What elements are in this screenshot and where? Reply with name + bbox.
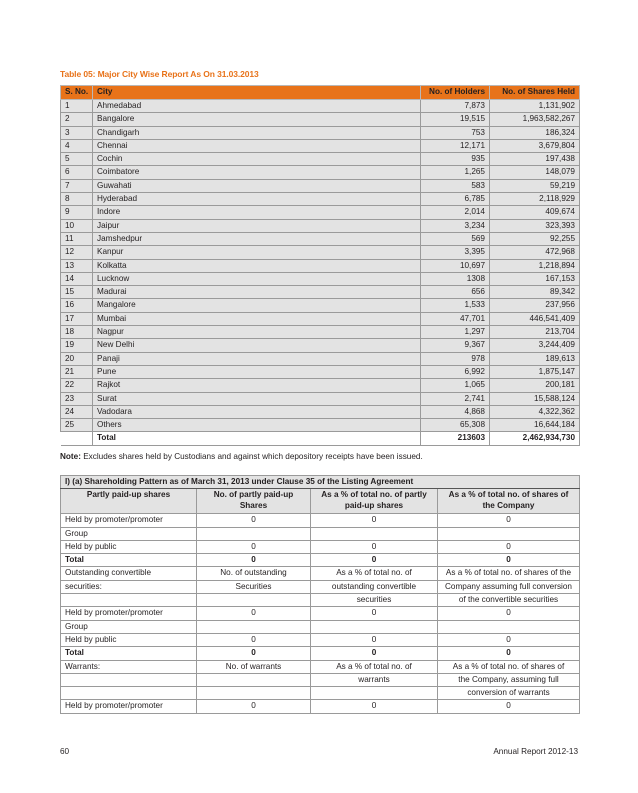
sh-header-pct-partly-paid: As a % of total no. of partly paid-up shares: [311, 489, 438, 514]
city-shares: 472,968: [490, 246, 580, 259]
city-name: Surat: [93, 392, 421, 405]
sh-row-value: 0: [438, 700, 580, 713]
city-sno: 10: [61, 219, 93, 232]
shareholding-caption-row: [61, 476, 580, 489]
city-shares: 197,438: [490, 153, 580, 166]
city-name: Hyderabad: [93, 193, 421, 206]
city-shares: 2,118,929: [490, 193, 580, 206]
city-table-header: [61, 86, 580, 100]
sh-row-label: Held by promoter/promoter: [61, 514, 197, 527]
sh-row-label: Held by promoter/promoter: [61, 700, 197, 713]
city-row: [61, 219, 580, 232]
shareholding-row: [61, 580, 580, 593]
sh-row-value: No. of outstanding: [197, 567, 311, 580]
sh-row-value: [197, 527, 311, 540]
city-sno: 13: [61, 259, 93, 272]
sh-row-value: As a % of total no. of: [311, 660, 438, 673]
city-sno: 7: [61, 179, 93, 192]
city-total-row: [61, 432, 580, 445]
total-blank-cell: [61, 432, 93, 445]
sh-row-value: As a % of total no. of: [311, 567, 438, 580]
city-row: [61, 339, 580, 352]
shareholding-row: [61, 673, 580, 686]
sh-row-value: 0: [438, 514, 580, 527]
city-holders: 12,171: [421, 139, 490, 152]
sh-row-value: As a % of total no. of shares of the: [438, 567, 580, 580]
city-holders: 6,785: [421, 193, 490, 206]
city-holders: 935: [421, 153, 490, 166]
sh-row-value: securities: [311, 594, 438, 607]
sh-row-value: As a % of total no. of shares of: [438, 660, 580, 673]
sh-row-value: [197, 594, 311, 607]
city-row: [61, 419, 580, 432]
city-row: [61, 153, 580, 166]
shareholding-row: [61, 647, 580, 660]
total-shares: 2,462,934,730: [490, 432, 580, 445]
sh-row-value: 0: [311, 647, 438, 660]
sh-row-label: Held by promoter/promoter: [61, 607, 197, 620]
city-name: Ahmedabad: [93, 100, 421, 113]
sh-row-value: [311, 687, 438, 700]
city-holders: 3,395: [421, 246, 490, 259]
sh-header-pct-company: As a % of total no. of shares of the Company: [438, 489, 580, 514]
city-name: Jaipur: [93, 219, 421, 232]
sh-row-label: [61, 687, 197, 700]
city-row: [61, 312, 580, 325]
city-sno: 16: [61, 299, 93, 312]
city-name: Jamshedpur: [93, 232, 421, 245]
city-name: Nagpur: [93, 326, 421, 339]
city-name: Indore: [93, 206, 421, 219]
city-shares: 1,875,147: [490, 365, 580, 378]
city-row: [61, 246, 580, 259]
city-shares: 89,342: [490, 286, 580, 299]
city-sno: 1: [61, 100, 93, 113]
city-shares: 167,153: [490, 272, 580, 285]
city-holders: 47,701: [421, 312, 490, 325]
sh-row-label: [61, 594, 197, 607]
shareholding-row: [61, 514, 580, 527]
city-holders: 569: [421, 232, 490, 245]
city-holders: 19,515: [421, 113, 490, 126]
sh-row-label: Outstanding convertible: [61, 567, 197, 580]
city-row: [61, 193, 580, 206]
sh-row-value: 0: [197, 540, 311, 553]
city-shares: 186,324: [490, 126, 580, 139]
sh-row-value: outstanding convertible: [311, 580, 438, 593]
city-sno: 3: [61, 126, 93, 139]
city-holders: 6,992: [421, 365, 490, 378]
sh-row-label: [61, 673, 197, 686]
city-holders: 2,741: [421, 392, 490, 405]
city-row: [61, 326, 580, 339]
city-shares: 16,644,184: [490, 419, 580, 432]
total-holders: 213603: [421, 432, 490, 445]
city-holders: 4,868: [421, 405, 490, 418]
city-shares: 1,218,894: [490, 259, 580, 272]
shareholding-header-row: [61, 489, 580, 514]
city-shares: 148,079: [490, 166, 580, 179]
col-header-city: City: [93, 86, 421, 100]
city-sno: 23: [61, 392, 93, 405]
city-name: Kanpur: [93, 246, 421, 259]
city-shares: 200,181: [490, 379, 580, 392]
shareholding-pattern-table: [60, 475, 580, 714]
city-shares: 409,674: [490, 206, 580, 219]
city-holders: 1,265: [421, 166, 490, 179]
shareholding-row: [61, 527, 580, 540]
shareholding-row: [61, 620, 580, 633]
sh-row-value: 0: [197, 607, 311, 620]
col-header-shares: No. of Shares Held: [490, 86, 580, 100]
city-holders: 1,297: [421, 326, 490, 339]
sh-row-value: Securities: [197, 580, 311, 593]
city-shares: 1,131,902: [490, 100, 580, 113]
page-number: 60: [60, 747, 70, 756]
sh-row-value: 0: [438, 647, 580, 660]
sh-row-value: [197, 673, 311, 686]
city-row: [61, 113, 580, 126]
city-name: Coimbatore: [93, 166, 421, 179]
sh-row-value: [438, 527, 580, 540]
city-name: New Delhi: [93, 339, 421, 352]
sh-row-value: 0: [197, 633, 311, 646]
city-name: Vadodara: [93, 405, 421, 418]
sh-row-value: [438, 620, 580, 633]
note-text: Excludes shares held by Custodians and against which depository receipts have been issued.: [80, 452, 423, 461]
city-name: Chandigarh: [93, 126, 421, 139]
col-header-sno: S. No.: [61, 86, 93, 100]
city-row: [61, 100, 580, 113]
city-row: [61, 259, 580, 272]
sh-row-value: the Company, assuming full: [438, 673, 580, 686]
sh-row-value: of the convertible securities: [438, 594, 580, 607]
table-note: [60, 452, 423, 461]
city-shares: 15,588,124: [490, 392, 580, 405]
city-holders: 1,065: [421, 379, 490, 392]
city-holders: 583: [421, 179, 490, 192]
city-name: Mangalore: [93, 299, 421, 312]
sh-row-value: [311, 527, 438, 540]
note-label: Note:: [60, 452, 81, 461]
sh-row-value: 0: [311, 633, 438, 646]
city-shares: 323,393: [490, 219, 580, 232]
sh-header-partly-paid: Partly paid-up shares: [61, 489, 197, 514]
city-sno: 15: [61, 286, 93, 299]
city-row: [61, 405, 580, 418]
sh-row-value: 0: [438, 607, 580, 620]
city-sno: 25: [61, 419, 93, 432]
city-holders: 65,308: [421, 419, 490, 432]
city-shares: 3,679,804: [490, 139, 580, 152]
city-name: Bangalore: [93, 113, 421, 126]
city-name: Guwahati: [93, 179, 421, 192]
city-sno: 4: [61, 139, 93, 152]
city-name: Panaji: [93, 352, 421, 365]
city-shares: 446,541,409: [490, 312, 580, 325]
city-row: [61, 379, 580, 392]
city-shares: 237,956: [490, 299, 580, 312]
sh-row-label: Total: [61, 647, 197, 660]
shareholding-row: [61, 687, 580, 700]
city-row: [61, 179, 580, 192]
city-row: [61, 166, 580, 179]
city-holders: 1,533: [421, 299, 490, 312]
city-holders: 753: [421, 126, 490, 139]
sh-row-value: 0: [311, 514, 438, 527]
city-row: [61, 272, 580, 285]
city-sno: 20: [61, 352, 93, 365]
city-sno: 19: [61, 339, 93, 352]
city-row: [61, 139, 580, 152]
city-sno: 5: [61, 153, 93, 166]
sh-row-value: 0: [197, 554, 311, 567]
city-sno: 9: [61, 206, 93, 219]
city-name: Pune: [93, 365, 421, 378]
shareholding-row: [61, 567, 580, 580]
city-sno: 17: [61, 312, 93, 325]
sh-row-value: [311, 620, 438, 633]
sh-row-value: 0: [438, 540, 580, 553]
shareholding-row: [61, 607, 580, 620]
sh-row-value: [197, 687, 311, 700]
city-report-table: [60, 85, 580, 446]
city-sno: 12: [61, 246, 93, 259]
city-sno: 6: [61, 166, 93, 179]
sh-row-label: Warrants:: [61, 660, 197, 673]
city-row: [61, 352, 580, 365]
city-name: Madurai: [93, 286, 421, 299]
city-row: [61, 299, 580, 312]
city-sno: 8: [61, 193, 93, 206]
city-sno: 14: [61, 272, 93, 285]
city-holders: 1308: [421, 272, 490, 285]
city-name: Chennai: [93, 139, 421, 152]
sh-row-value: warrants: [311, 673, 438, 686]
city-holders: 2,014: [421, 206, 490, 219]
city-row: [61, 232, 580, 245]
city-sno: 24: [61, 405, 93, 418]
sh-row-label: Held by public: [61, 540, 197, 553]
city-shares: 213,704: [490, 326, 580, 339]
sh-row-label: Group: [61, 620, 197, 633]
city-row: [61, 206, 580, 219]
sh-row-value: 0: [311, 554, 438, 567]
sh-row-value: conversion of warrants: [438, 687, 580, 700]
sh-row-value: 0: [311, 700, 438, 713]
report-name: Annual Report 2012-13: [493, 747, 578, 756]
sh-header-no-partly-paid: No. of partly paid-up Shares: [197, 489, 311, 514]
sh-row-label: securities:: [61, 580, 197, 593]
city-name: Cochin: [93, 153, 421, 166]
city-shares: 189,613: [490, 352, 580, 365]
city-shares: 4,322,362: [490, 405, 580, 418]
city-holders: 656: [421, 286, 490, 299]
city-shares: 92,255: [490, 232, 580, 245]
city-holders: 10,697: [421, 259, 490, 272]
sh-row-value: No. of warrants: [197, 660, 311, 673]
sh-row-value: 0: [311, 540, 438, 553]
shareholding-row: [61, 700, 580, 713]
shareholding-row: [61, 554, 580, 567]
sh-row-value: 0: [197, 514, 311, 527]
shareholding-caption: I) (a) Shareholding Pattern as of March 31, 2013 under Clause 35 of the Listing Agreement: [61, 476, 580, 489]
page-title: Table 05: Major City Wise Report As On 31.03.2013: [60, 69, 259, 79]
city-holders: 3,234: [421, 219, 490, 232]
city-name: Kolkatta: [93, 259, 421, 272]
col-header-holders: No. of Holders: [421, 86, 490, 100]
city-sno: 2: [61, 113, 93, 126]
sh-row-value: 0: [311, 607, 438, 620]
shareholding-row: [61, 540, 580, 553]
city-name: Rajkot: [93, 379, 421, 392]
city-name: Others: [93, 419, 421, 432]
city-sno: 11: [61, 232, 93, 245]
total-label: Total: [93, 432, 421, 445]
city-name: Mumbai: [93, 312, 421, 325]
city-row: [61, 365, 580, 378]
sh-row-value: Company assuming full conversion: [438, 580, 580, 593]
city-holders: 9,367: [421, 339, 490, 352]
city-shares: 1,963,582,267: [490, 113, 580, 126]
city-shares: 3,244,409: [490, 339, 580, 352]
sh-row-value: 0: [197, 700, 311, 713]
sh-row-value: 0: [438, 633, 580, 646]
sh-row-value: [197, 620, 311, 633]
city-sno: 21: [61, 365, 93, 378]
city-holders: 978: [421, 352, 490, 365]
city-sno: 18: [61, 326, 93, 339]
sh-row-label: Held by public: [61, 633, 197, 646]
shareholding-row: [61, 660, 580, 673]
city-shares: 59,219: [490, 179, 580, 192]
sh-row-label: Total: [61, 554, 197, 567]
city-name: Lucknow: [93, 272, 421, 285]
city-sno: 22: [61, 379, 93, 392]
sh-row-value: 0: [438, 554, 580, 567]
city-row: [61, 286, 580, 299]
city-holders: 7,873: [421, 100, 490, 113]
sh-row-value: 0: [197, 647, 311, 660]
sh-row-label: Group: [61, 527, 197, 540]
shareholding-row: [61, 633, 580, 646]
city-row: [61, 126, 580, 139]
city-row: [61, 392, 580, 405]
shareholding-row: [61, 594, 580, 607]
